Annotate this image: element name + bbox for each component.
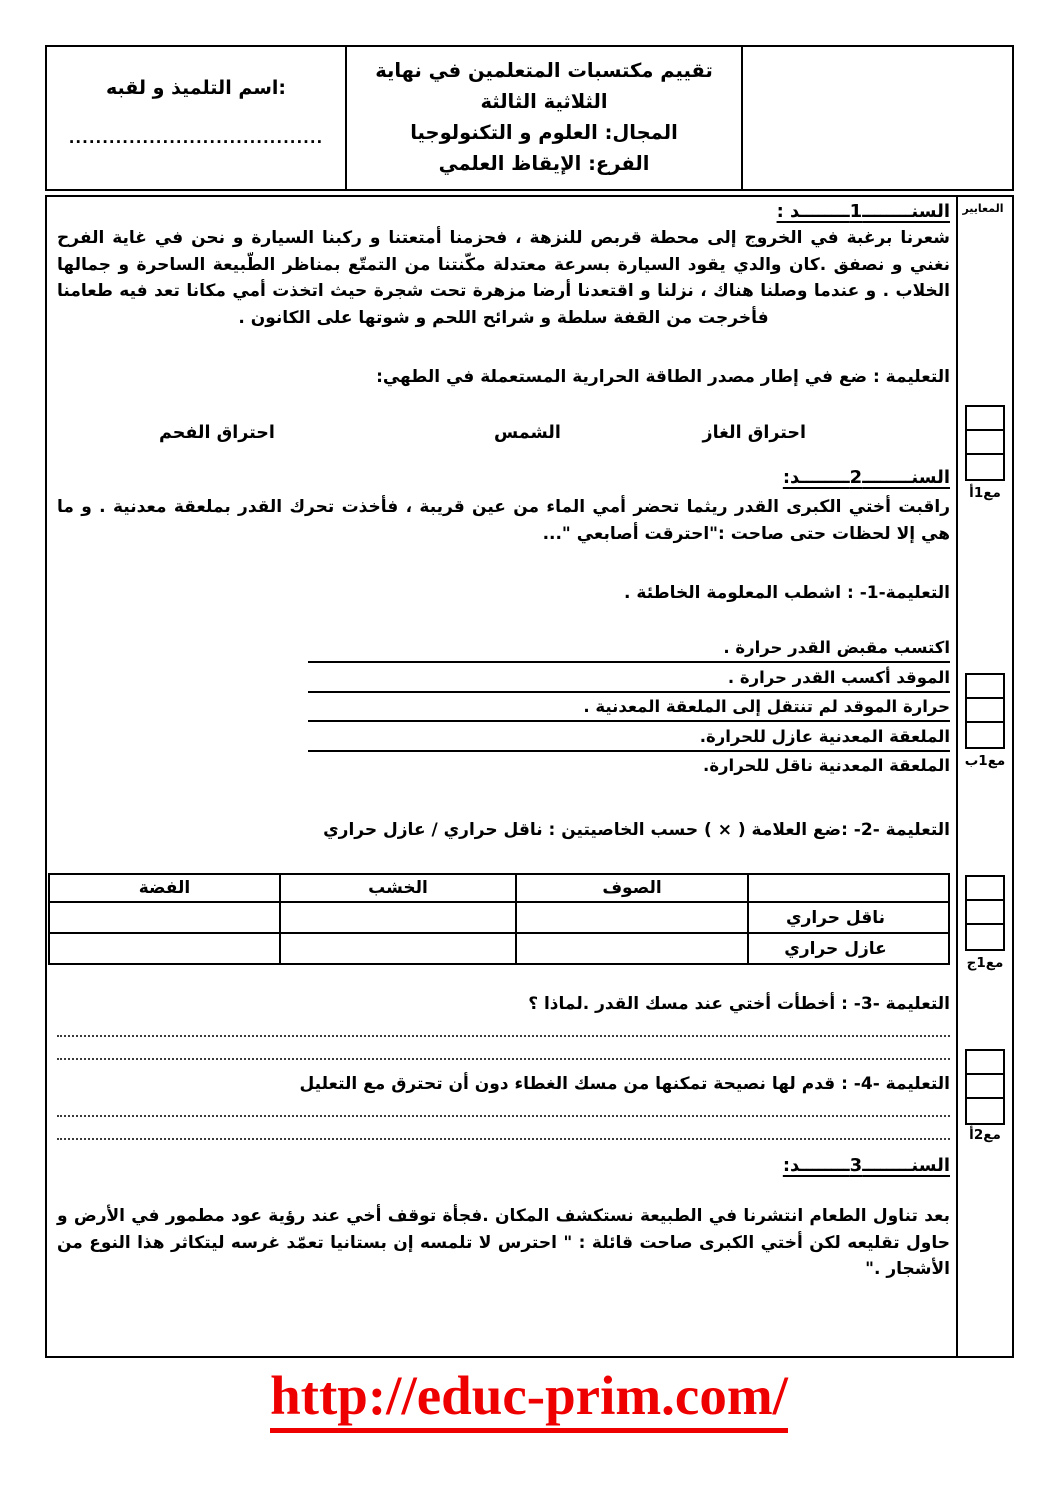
row-label-insulator: عازل حراري <box>748 933 949 964</box>
student-name-label: اسم التلميذ و لقبه: <box>105 77 287 99</box>
cell-insulator-silver[interactable] <box>49 933 280 964</box>
criteria-label-3: مع1ج <box>966 955 1004 971</box>
criteria-checkbox[interactable] <box>967 877 1003 901</box>
educ-prim-link[interactable]: http://educ-prim.com/ <box>270 1365 788 1433</box>
student-name-cell <box>47 47 347 189</box>
support1-title: السنــــــــ1ــــــــد : <box>776 201 950 222</box>
cell-insulator-wool[interactable] <box>516 933 748 964</box>
exam-title-cell <box>347 47 743 189</box>
answer-line[interactable] <box>57 1138 950 1140</box>
criteria-checkbox[interactable] <box>967 699 1003 723</box>
header-table <box>45 45 1014 191</box>
criteria-label-2: مع1ب <box>964 753 1006 769</box>
table-header-wool: الصوف <box>516 874 748 902</box>
row-label-conductor: ناقل حراري <box>748 902 949 933</box>
exam-title: تقييم مكتسبات المتعلمين في نهاية الثلاثية الثالثة <box>375 59 713 113</box>
criteria-checkbox[interactable] <box>967 431 1003 455</box>
criteria-checkboxes-1 <box>965 405 1005 481</box>
statement-divider <box>308 720 950 722</box>
energy-options-row <box>57 423 950 453</box>
criteria-label-4: مع2أ <box>969 1127 1001 1143</box>
table-corner-cell <box>748 874 949 902</box>
exam-content <box>47 197 954 1356</box>
cell-conductor-silver[interactable] <box>49 902 280 933</box>
support3-title: السنــــــــ3ــــــــد: <box>782 1155 950 1176</box>
statement-1[interactable]: اكتسب مقبض القدر حرارة . <box>723 638 950 657</box>
statement-divider <box>308 661 950 663</box>
header-empty-cell <box>743 47 1012 189</box>
criteria-checkbox[interactable] <box>967 407 1003 431</box>
answer-line[interactable] <box>57 1035 950 1037</box>
option-gas-burning[interactable]: احتراق الغاز <box>702 423 806 443</box>
option-coal-burning[interactable]: احتراق الفحم <box>159 423 275 443</box>
criteria-checkboxes-3 <box>965 875 1005 951</box>
instruction-4: التعليمة -4- : قدم لها نصيحة تمكنها من مسك الغطاء دون أن تحترق مع التعليل <box>299 1074 950 1094</box>
criteria-label-1: مع1أ <box>969 485 1001 501</box>
table-header-row <box>49 874 949 902</box>
table-header-wood: الخشب <box>280 874 516 902</box>
table-row <box>49 933 949 964</box>
criteria-checkbox[interactable] <box>967 723 1003 747</box>
exam-branch: الفرع: الإيقاظ العلمي <box>438 152 650 175</box>
student-name-field[interactable]: ...................................... <box>68 129 324 147</box>
instruction-0: التعليمة : ضع في إطار مصدر الطاقة الحرارية المستعملة في الطهي: <box>376 367 950 387</box>
cell-conductor-wool[interactable] <box>516 902 748 933</box>
answer-line[interactable] <box>57 1115 950 1117</box>
support2-title: السنــــــــ2ــــــــد: <box>782 467 950 488</box>
statement-2[interactable]: الموقد أكسب القدر حرارة . <box>727 667 950 687</box>
criteria-checkbox[interactable] <box>967 455 1003 479</box>
cell-insulator-wood[interactable] <box>280 933 516 964</box>
support3-text: بعد تناول الطعام انتشرنا في الطبيعة نستكشف المكان .فجأة توقف أخي عند رؤية عود مطمور في الأرض و حاول تقليعه لكن أختي الكبرى صاحت قائلة : " احترس لا تلمسه إن بستانيا تعمّد غرسه ليتكاثر هذا النوع من الأشجار ." <box>57 1206 950 1279</box>
criteria-checkboxes-4 <box>965 1049 1005 1125</box>
instruction-2: التعليمة -2- :ضع العلامة ( × ) حسب الخاصيتين : ناقل حراري / عازل حراري <box>323 820 950 840</box>
statement-divider <box>308 750 950 752</box>
criteria-header: المعايير <box>962 202 1004 215</box>
statement-4[interactable]: الملعقة المعدنية عازل للحرارة. <box>699 726 950 746</box>
statements-list <box>57 637 950 776</box>
statement-3[interactable]: حرارة الموقد لم تنتقل إلى الملعقة المعدنية . <box>583 697 950 716</box>
criteria-checkbox[interactable] <box>967 1075 1003 1099</box>
answer-line[interactable] <box>57 1058 950 1060</box>
instruction-3: التعليمة -3- : أخطأت أختي عند مسك القدر .لماذا ؟ <box>528 994 950 1014</box>
table-row <box>49 902 949 933</box>
option-sun[interactable]: الشمس <box>494 423 561 443</box>
statement-divider <box>308 691 950 693</box>
exam-domain: المجال: العلوم و التكنولوجيا <box>410 121 678 144</box>
criteria-checkbox[interactable] <box>967 1099 1003 1123</box>
criteria-checkboxes-2 <box>965 673 1005 749</box>
exam-body <box>45 195 1014 1358</box>
footer <box>0 1366 1058 1426</box>
support1-text: شعرنا برغبة في الخروج إلى محطة قربص للنزهة ، فحزمنا أمتعتنا و ركبنا السيارة و نحن في غاية الفرح نغني و نصفق .كان والدي يقود السيارة بسرعة معتدلة مكّنتنا من التمتّع بمناظر الطّبيعة الساحرة و جمالها الخلاب . و عندما وصلنا هناك ، نزلنا و اقتعدنا أرضا مزهرة تحت شجرة حيث اتخذت أمي مكانا تعد فيه طعامنا فأخرجت من القفة سلطة و شرائح اللحم و شوتها على الكانون . <box>57 228 950 328</box>
criteria-checkbox[interactable] <box>967 925 1003 949</box>
cell-conductor-wood[interactable] <box>280 902 516 933</box>
criteria-checkbox[interactable] <box>967 675 1003 699</box>
criteria-checkbox[interactable] <box>967 901 1003 925</box>
table-header-silver: الفضة <box>49 874 280 902</box>
statement-5[interactable]: الملعقة المعدنية ناقل للحرارة. <box>703 756 950 775</box>
instruction-1: التعليمة-1- : اشطب المعلومة الخاطئة . <box>624 583 950 603</box>
conductor-insulator-table <box>48 873 950 965</box>
criteria-checkbox[interactable] <box>967 1051 1003 1075</box>
support2-text: راقبت أختي الكبرى القدر ريثما تحضر أمي الماء من عين قريبة ، فأخذت تحرك القدر بملعقة معدنية . و ما هي إلا لحظات حتى صاحت :"احترقت أصابعي "... <box>57 497 950 544</box>
criteria-sidebar <box>956 197 1012 1356</box>
